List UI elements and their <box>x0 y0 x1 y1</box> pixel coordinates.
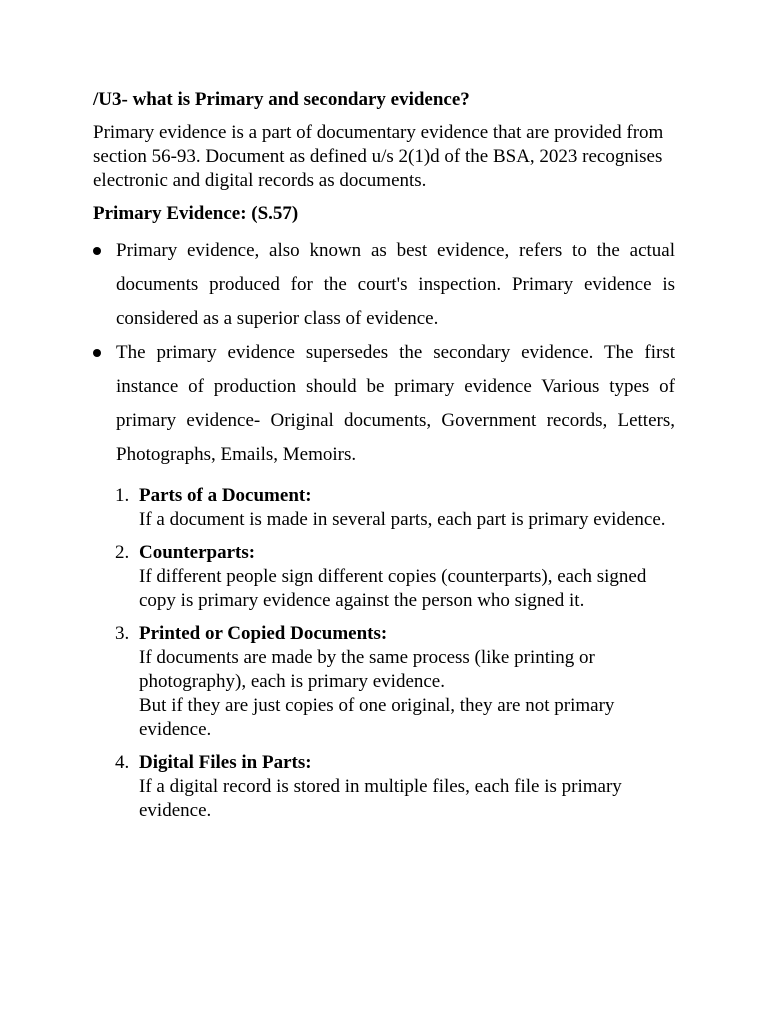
bullet-icon <box>93 349 101 357</box>
document-page <box>93 88 675 832</box>
bullet-text: Primary evidence, also known as best evidence, refers to the actual documents produced for the court's inspection. Primary evidence is considered as a superior class of evidence. <box>116 240 675 329</box>
page-title: /U3- what is Primary and secondary evidence? <box>93 89 470 110</box>
list-item <box>93 751 675 823</box>
bullet-list <box>93 234 675 472</box>
list-item-title: Printed or Copied Documents: <box>139 623 388 644</box>
list-item-title: Digital Files in Parts: <box>139 752 312 773</box>
list-item-body: If a document is made in several parts, each part is primary evidence. <box>139 509 666 530</box>
list-item <box>93 484 675 532</box>
list-item-body: If a digital record is stored in multiple files, each file is primary evidence. <box>139 776 622 821</box>
list-item-number: 3. <box>115 623 130 644</box>
list-item <box>93 622 675 742</box>
list-item-body: If different people sign different copies (counterparts), each signed copy is primary evidence against the person who signed it. <box>139 566 647 611</box>
bullet-text: The primary evidence supersedes the secondary evidence. The first instance of production should be primary evidence Various types of primary evidence- Original documents, Government records, Letters, Photographs, Emails, Memoirs. <box>116 342 675 465</box>
numbered-list <box>93 484 675 823</box>
list-item-number: 4. <box>115 752 130 773</box>
intro-paragraph: Primary evidence is a part of documentary evidence that are provided from section 56-93. Document as defined u/s 2(1)d of the BSA, 2023 recognises electronic and digital records as documents. <box>93 122 664 191</box>
list-item-title: Parts of a Document: <box>139 485 312 506</box>
list-item-body: If documents are made by the same process (like printing or photography), each is primary evidence. <box>139 647 595 692</box>
bullet-item <box>93 234 675 336</box>
bullet-item <box>93 336 675 472</box>
list-item <box>93 541 675 613</box>
list-item-number: 1. <box>115 485 130 506</box>
section-title: Primary Evidence: (S.57) <box>93 203 299 224</box>
list-item-number: 2. <box>115 542 130 563</box>
bullet-icon <box>93 247 101 255</box>
list-item-title: Counterparts: <box>139 542 256 563</box>
list-item-note: But if they are just copies of one original, they are not primary evidence. <box>139 695 615 740</box>
